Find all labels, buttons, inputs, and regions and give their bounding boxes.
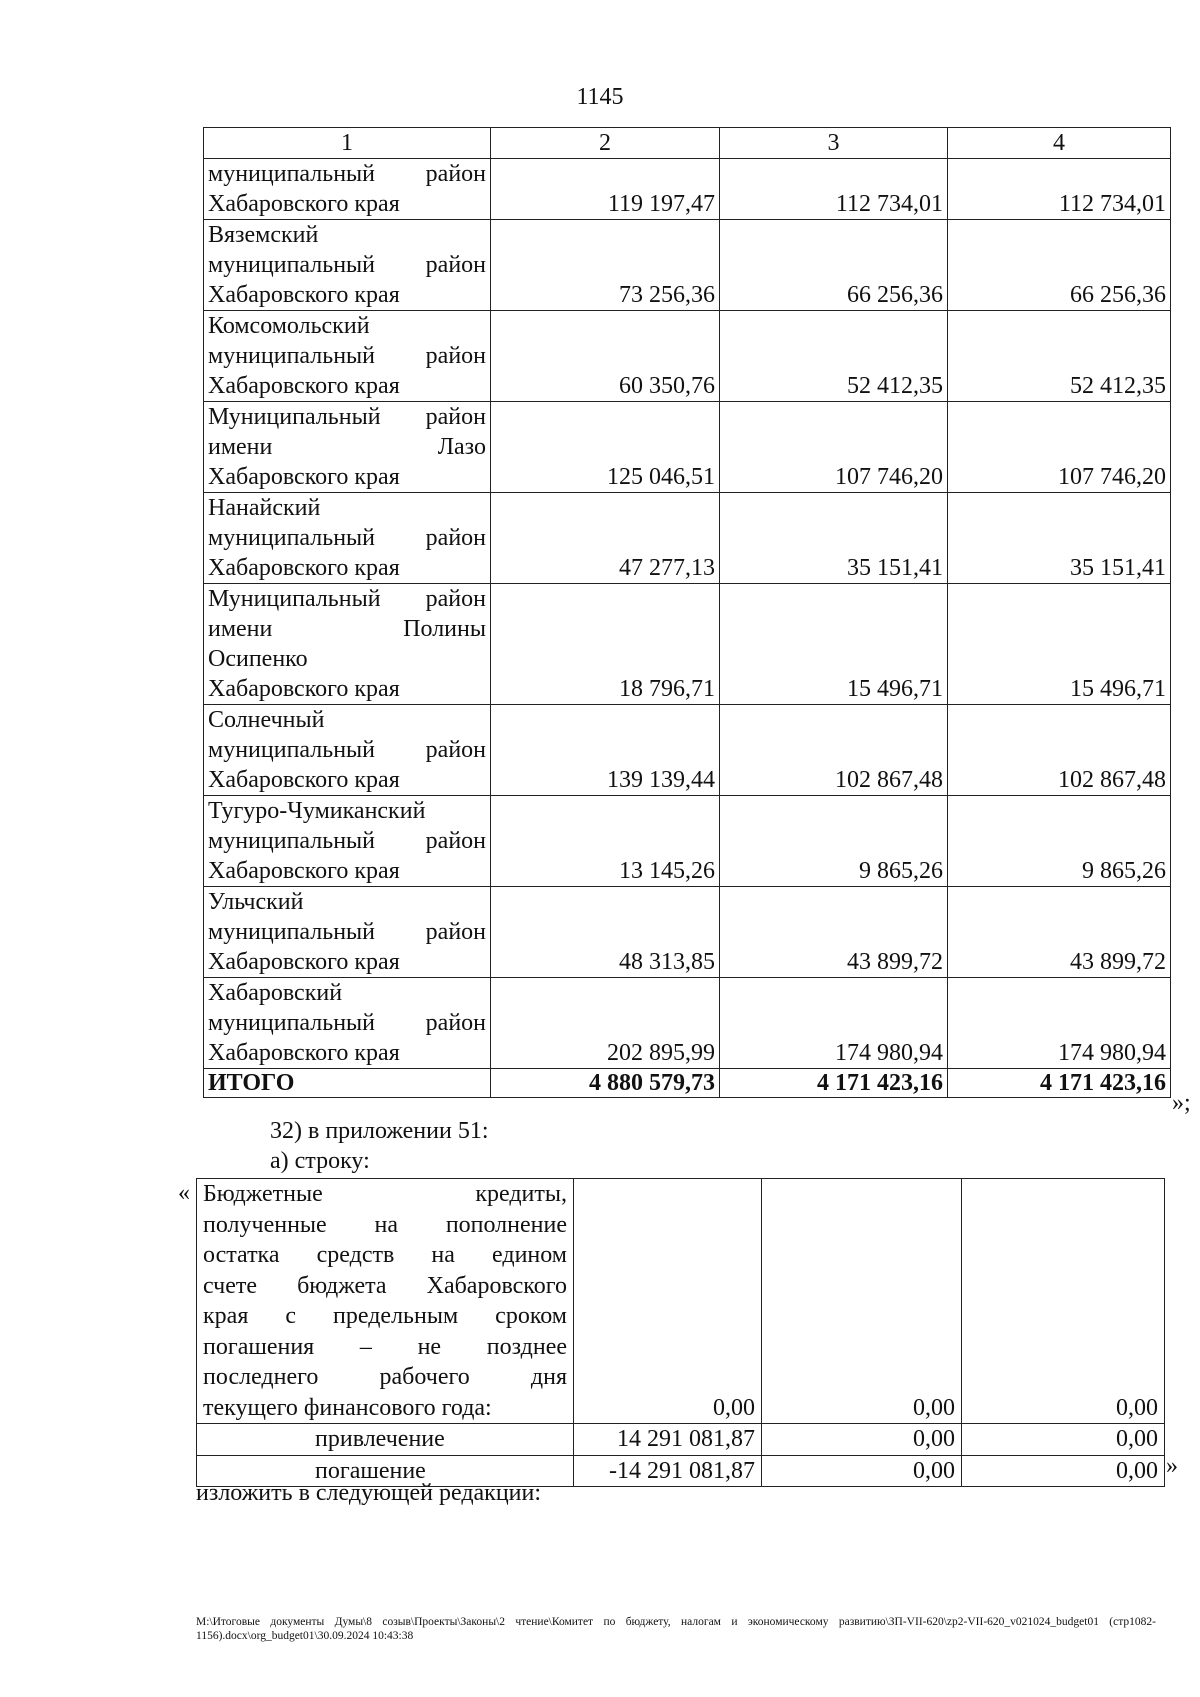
district-name-line: Хабаровский bbox=[208, 980, 343, 1006]
amount-cell-v3: 52 412,35 bbox=[720, 311, 948, 402]
district-name-line: Хабаровского края bbox=[208, 191, 400, 217]
district-name-line: Нанайский bbox=[208, 495, 321, 521]
district-name-cell bbox=[204, 493, 491, 584]
district-name-line: муниципальный район bbox=[208, 828, 486, 854]
budget-credits-table bbox=[196, 1178, 1165, 1487]
district-name-line: Хабаровского края bbox=[208, 282, 400, 308]
amount-cell-v3: 102 867,48 bbox=[720, 705, 948, 796]
paragraph-line-item: а) строку: bbox=[270, 1148, 370, 1174]
district-name-line: Ульчский bbox=[208, 889, 304, 915]
district-name-line: имени Лазо bbox=[208, 434, 486, 460]
district-name-line: муниципальный район bbox=[208, 252, 486, 278]
amount-cell-v4: 112 734,01 bbox=[948, 159, 1171, 220]
district-name-line: Тугуро-Чумиканский bbox=[208, 798, 426, 824]
credit-description-line: счете бюджета Хабаровского bbox=[203, 1272, 567, 1299]
total-row bbox=[204, 1069, 1171, 1098]
district-name-cell bbox=[204, 705, 491, 796]
file-path-footer: M:\Итоговые документы Думы\8 созыв\Проекты\Законы\2 чтение\Комитет по бюджету, налогам и экономическому развитию\ЗП-VII-620\zp2-VII-620_v021024_budget01 (стр1082-1156).docx\org_budget01\30.09.2024 10:43:38 bbox=[196, 1616, 1156, 1642]
total-amount-v3: 4 171 423,16 bbox=[720, 1069, 948, 1098]
table-row bbox=[204, 887, 1171, 978]
amount-cell-v4: 0,00 bbox=[962, 1455, 1165, 1487]
credit-description-line: последнего рабочего дня bbox=[203, 1364, 567, 1390]
district-name-line: муниципальный район bbox=[208, 525, 486, 551]
table-row bbox=[204, 311, 1171, 402]
district-name-line: Хабаровского края bbox=[208, 676, 400, 702]
column-header: 3 bbox=[720, 128, 948, 159]
amount-cell-v3: 9 865,26 bbox=[720, 796, 948, 887]
amount-cell-v3: 0,00 bbox=[762, 1179, 962, 1424]
district-name-line: Комсомольский bbox=[208, 313, 370, 339]
total-label: ИТОГО bbox=[204, 1069, 491, 1098]
district-name-line: Хабаровского края bbox=[208, 1040, 400, 1066]
table-row bbox=[204, 402, 1171, 493]
amount-cell-v3: 15 496,71 bbox=[720, 584, 948, 705]
amount-cell-v4: 35 151,41 bbox=[948, 493, 1171, 584]
amount-cell-v2: 18 796,71 bbox=[491, 584, 720, 705]
amount-cell-v4: 174 980,94 bbox=[948, 978, 1171, 1069]
amount-cell-v2: 202 895,99 bbox=[491, 978, 720, 1069]
district-name-line: Хабаровского края bbox=[208, 555, 400, 581]
table-row bbox=[204, 159, 1171, 220]
amount-cell-v3: 43 899,72 bbox=[720, 887, 948, 978]
amount-cell-v2: 13 145,26 bbox=[491, 796, 720, 887]
amount-cell-v4: 102 867,48 bbox=[948, 705, 1171, 796]
page-number: 1145 bbox=[576, 84, 624, 110]
amount-cell-v2: 125 046,51 bbox=[491, 402, 720, 493]
table-row bbox=[204, 796, 1171, 887]
district-name-line: муниципальный район bbox=[208, 919, 486, 945]
amount-cell-v2: 47 277,13 bbox=[491, 493, 720, 584]
column-header: 4 bbox=[948, 128, 1171, 159]
amount-cell-v3: 66 256,36 bbox=[720, 220, 948, 311]
amount-cell-v4: 9 865,26 bbox=[948, 796, 1171, 887]
district-name-line: Хабаровского края bbox=[208, 373, 400, 399]
district-name-cell bbox=[204, 978, 491, 1069]
table-row bbox=[204, 493, 1171, 584]
district-name-line: Хабаровского края bbox=[208, 858, 400, 884]
sub-item-label: привлечение bbox=[197, 1424, 574, 1456]
amount-cell-v3: 174 980,94 bbox=[720, 978, 948, 1069]
amount-cell-v3: 112 734,01 bbox=[720, 159, 948, 220]
amount-cell-v2: 48 313,85 bbox=[491, 887, 720, 978]
amount-cell-v4: 15 496,71 bbox=[948, 584, 1171, 705]
credit-description-line: полученные на пополнение bbox=[203, 1211, 567, 1238]
district-name-cell bbox=[204, 159, 491, 220]
amount-cell-v2: 14 291 081,87 bbox=[574, 1424, 762, 1456]
district-name-line: Хабаровского края bbox=[208, 949, 400, 975]
sub-item-label: погашение bbox=[197, 1455, 574, 1487]
credit-description-line: Бюджетные кредиты, bbox=[203, 1181, 567, 1207]
amount-cell-v2: 73 256,36 bbox=[491, 220, 720, 311]
district-name-cell bbox=[204, 311, 491, 402]
credit-description-line: погашения – не позднее bbox=[203, 1333, 567, 1360]
district-name-cell bbox=[204, 402, 491, 493]
table-row bbox=[197, 1179, 1165, 1424]
district-name-line: Хабаровского края bbox=[208, 464, 400, 490]
amount-cell-v3: 0,00 bbox=[762, 1455, 962, 1487]
credit-description-line: текущего финансового года: bbox=[203, 1394, 492, 1421]
district-name-cell bbox=[204, 796, 491, 887]
amount-cell-v4: 43 899,72 bbox=[948, 887, 1171, 978]
district-name-cell bbox=[204, 887, 491, 978]
amount-cell-v3: 35 151,41 bbox=[720, 493, 948, 584]
amount-cell-v2: 60 350,76 bbox=[491, 311, 720, 402]
district-name-line: Муниципальный район bbox=[208, 586, 486, 612]
district-name-line: Вяземский bbox=[208, 222, 319, 248]
district-name-line: муниципальный район bbox=[208, 343, 486, 369]
district-name-line: Хабаровского края bbox=[208, 767, 400, 793]
paragraph-new-wording: изложить в следующей редакции: bbox=[196, 1480, 542, 1506]
closing-quote-semicolon: »; bbox=[1172, 1090, 1191, 1116]
credit-description-cell bbox=[197, 1179, 574, 1424]
closing-quote: » bbox=[1166, 1453, 1178, 1479]
amount-cell-v2: 0,00 bbox=[574, 1179, 762, 1424]
total-amount-v4: 4 171 423,16 bbox=[948, 1069, 1171, 1098]
table-row bbox=[204, 220, 1171, 311]
opening-quote: « bbox=[178, 1180, 190, 1206]
district-name-line: муниципальный район bbox=[208, 1010, 486, 1036]
amount-cell-v2: -14 291 081,87 bbox=[574, 1455, 762, 1487]
district-name-line: муниципальный район bbox=[208, 737, 486, 763]
amount-cell-v2: 139 139,44 bbox=[491, 705, 720, 796]
total-amount-v2: 4 880 579,73 bbox=[491, 1069, 720, 1098]
table-row bbox=[197, 1424, 1165, 1456]
district-name-line: Осипенко bbox=[208, 646, 308, 672]
amount-cell-v4: 0,00 bbox=[962, 1424, 1165, 1456]
column-header: 1 bbox=[204, 128, 491, 159]
table-row bbox=[204, 705, 1171, 796]
district-name-line: Солнечный bbox=[208, 707, 325, 733]
credit-description-line: остатка средств на едином bbox=[203, 1242, 567, 1268]
budget-table-appendix-50 bbox=[203, 127, 1171, 1098]
district-name-cell bbox=[204, 584, 491, 705]
credit-description-line: края с предельным сроком bbox=[203, 1303, 567, 1329]
amount-cell-v3: 107 746,20 bbox=[720, 402, 948, 493]
district-name-cell bbox=[204, 220, 491, 311]
amount-cell-v4: 0,00 bbox=[962, 1179, 1165, 1424]
table-row bbox=[204, 978, 1171, 1069]
table-row bbox=[204, 584, 1171, 705]
column-header: 2 bbox=[491, 128, 720, 159]
district-name-line: имени Полины bbox=[208, 616, 486, 642]
amount-cell-v4: 52 412,35 bbox=[948, 311, 1171, 402]
district-name-line: муниципальный район bbox=[208, 161, 486, 187]
table-header-row bbox=[204, 128, 1171, 159]
amount-cell-v4: 66 256,36 bbox=[948, 220, 1171, 311]
amount-cell-v3: 0,00 bbox=[762, 1424, 962, 1456]
district-name-line: Муниципальный район bbox=[208, 404, 486, 430]
amount-cell-v4: 107 746,20 bbox=[948, 402, 1171, 493]
paragraph-item-32: 32) в приложении 51: bbox=[270, 1118, 489, 1144]
amount-cell-v2: 119 197,47 bbox=[491, 159, 720, 220]
